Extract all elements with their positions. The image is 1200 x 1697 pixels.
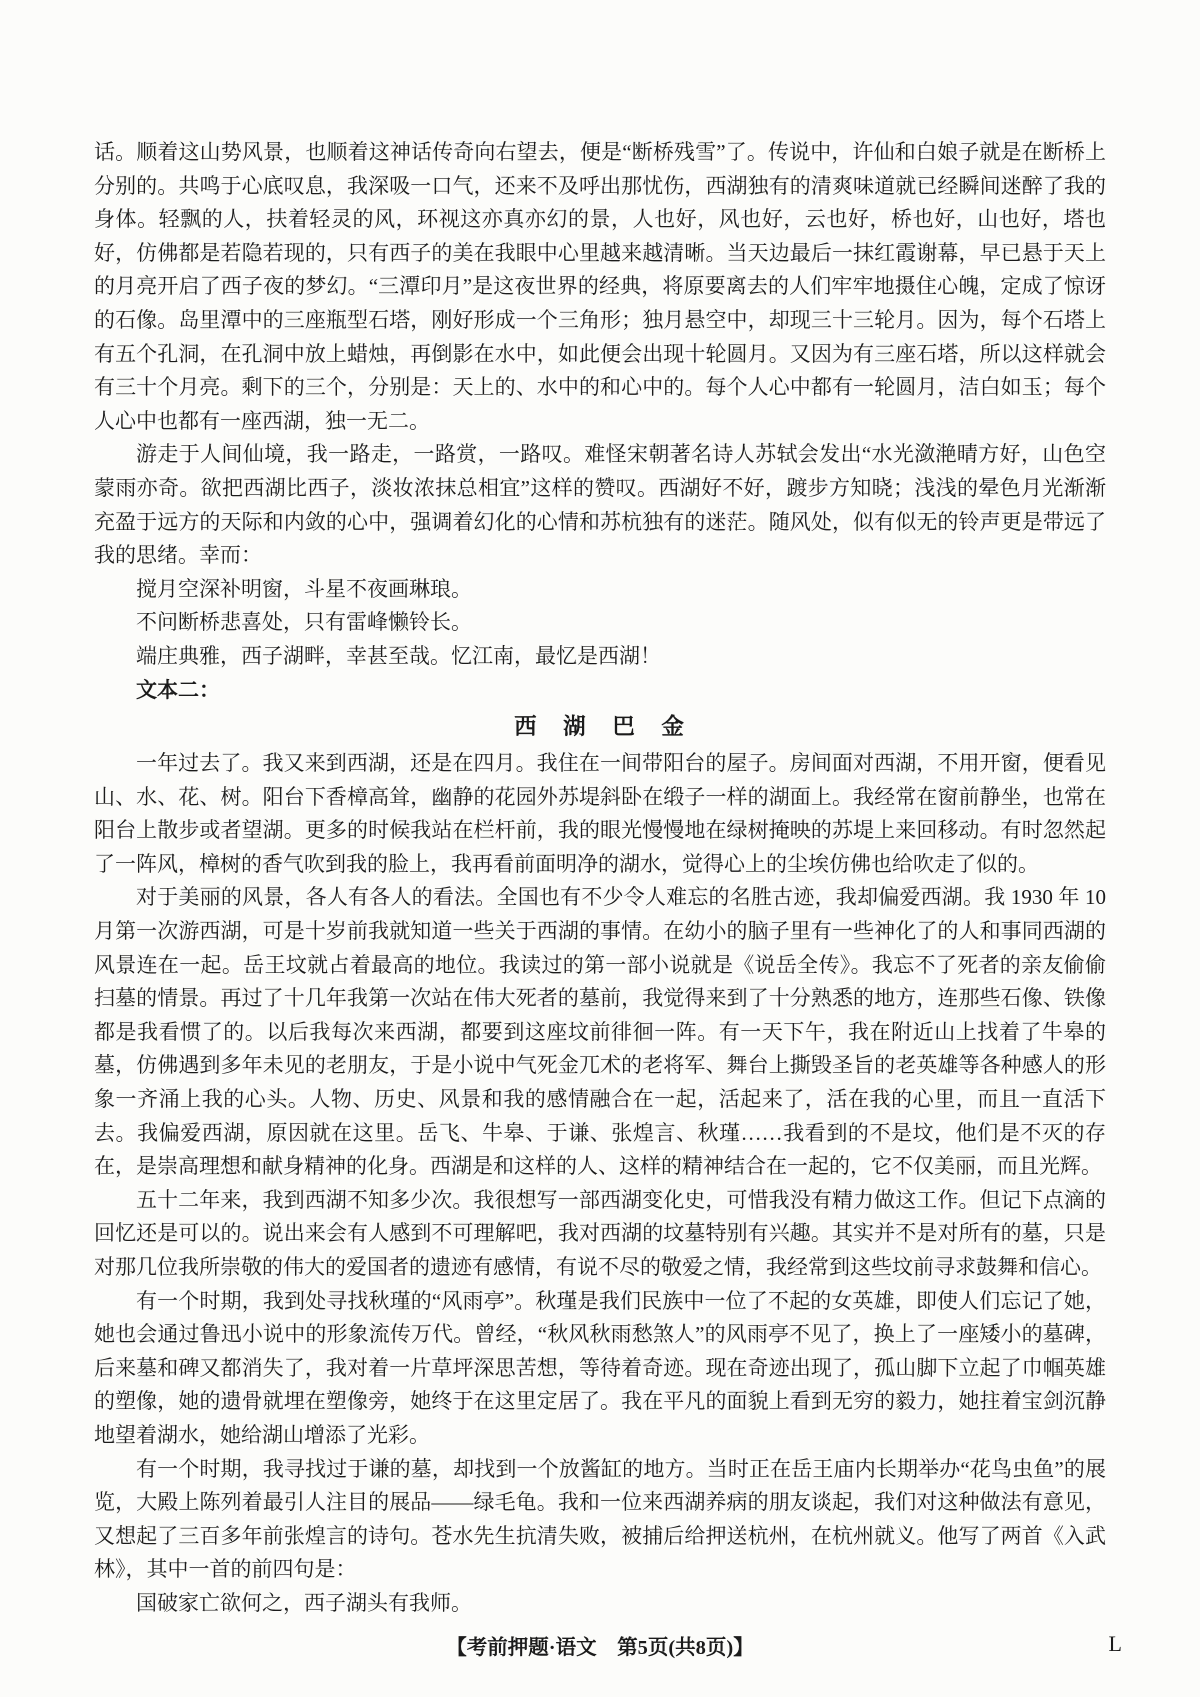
paragraph: 五十二年来，我到西湖不知多少次。我很想写一部西湖变化史，可惜我没有精力做这工作。但记下点滴的回忆还是可以的。说出来会有人感到不可理解吧，我对西湖的坟墓特别有兴趣。其实并不是对所有的墓，只是对那几位我所崇敬的伟大的爱国者的遗迹有感情，有说不尽的敬爱之情，我经常到这些坟前寻求鼓舞和信心。 <box>94 1187 1106 1279</box>
verse-line: 端庄典雅，西子湖畔，幸甚至哉。忆江南，最忆是西湖！ <box>136 643 661 668</box>
section-label: 文本二： <box>136 677 220 702</box>
footer-text: 【考前押题·语文 第5页(共8页)】 <box>446 1637 754 1659</box>
paragraph: 有一个时期，我寻找过于谦的墓，却找到一个放酱缸的地方。当时正在岳王庙内长期举办“花鸟虫鱼”的展览，大殿上陈列着最引人注目的展品——绿毛龟。我和一位来西湖养病的朋友谈起，我们对这种做法有意见，又想起了三百多年前张煌言的诗句。苍水先生抗清失败，被捕后给押送杭州，在杭州就义。他写了两首《入武林》，其中一首的前四句是： <box>94 1456 1106 1582</box>
verse-line: 搅月空深补明窗，斗星不夜画琳琅。 <box>136 576 472 601</box>
page-content <box>94 136 1106 1621</box>
page-marker: L <box>1108 1631 1122 1656</box>
page-footer <box>0 1630 1200 1664</box>
essay-title-line <box>94 708 1106 746</box>
verse-line: 不问断桥悲喜处，只有雷峰懒铃长。 <box>136 610 472 635</box>
paragraph: 一年过去了。我又来到西湖，还是在四月。我住在一间带阳台的屋子。房间面对西湖，不用开窗，便看见山、水、花、树。阳台下香樟高耸，幽静的花园外苏堤斜卧在缎子一样的湖面上。我经常在窗前静坐，也常在阳台上散步或者望湖。更多的时候我站在栏杆前，我的眼光慢慢地在绿树掩映的苏堤上来回移动。有时忽然起了一阵风，樟树的香气吹到我的脸上，我再看前面明净的湖水，觉得心上的尘埃仿佛也给吹走了似的。 <box>94 751 1106 876</box>
essay-author: 巴 金 <box>612 714 686 740</box>
paragraph: 游走于人间仙境，我一路走，一路赏，一路叹。难怪宋朝著名诗人苏轼会发出“水光潋滟晴方好，山色空蒙雨亦奇。欲把西湖比西子，淡妆浓抹总相宜”这样的赞叹。西湖好不好，踱步方知晓；浅浅的晕色月光渐渐充盈于远方的天际和内敛的心中，强调着幻化的心情和苏杭独有的迷茫。随风处，似有似无的铃声更是带远了我的思绪。幸而： <box>94 442 1106 568</box>
essay-title: 西 湖 <box>514 714 588 740</box>
paragraph-continuation: 话。顺着这山势风景，也顺着这神话传奇向右望去，便是“断桥残雪”了。传说中，许仙和白娘子就是在断桥上分别的。共鸣于心底叹息，我深吸一口气，还来不及呼出那忧伤，西湖独有的清爽味道就已经瞬间迷醉了我的身体。轻飘的人，扶着轻灵的风，环视这亦真亦幻的景，人也好，风也好，云也好，桥也好，山也好，塔也好，仿佛都是若隐若现的，只有西子的美在我眼中心里越来越清晰。当天边最后一抹红霞谢幕，早已悬于天上的月亮开启了西子夜的梦幻。“三潭印月”是这夜世界的经典，将原要离去的人们牢牢地摄住心魄，定成了惊讶的石像。岛里潭中的三座瓶型石塔，刚好形成一个三角形；独月悬空中，却现三十三轮月。因为，每个石塔上有五个孔洞，在孔洞中放上蜡烛，再倒影在水中，如此便会出现十轮圆月。又因为有三座石塔，所以这样就会有三十个月亮。剩下的三个，分别是：天上的、水中的和心中的。每个人心中都有一轮圆月，洁白如玉；每个人心中也都有一座西湖，独一无二。 <box>94 140 1106 433</box>
paragraph: 有一个时期，我到处寻找秋瑾的“风雨亭”。秋瑾是我们民族中一位了不起的女英雄，即使人们忘记了她，她也会通过鲁迅小说中的形象流传万代。曾经，“秋风秋雨愁煞人”的风雨亭不见了，换上了一座矮小的墓碑，后来墓和碑又都消失了，我对着一片草坪深思苦想，等待着奇迹。现在奇迹出现了，孤山脚下立起了巾帼英雄的塑像，她的遗骨就埋在塑像旁，她终于在这里定居了。我在平凡的面貌上看到无穷的毅力，她拄着宝剑沉静地望着湖水，她给湖山增添了光彩。 <box>94 1288 1106 1447</box>
paragraph: 对于美丽的风景，各人有各人的看法。全国也有不少令人难忘的名胜古迹，我却偏爱西湖。我 1930 年 10 月第一次游西湖，可是十岁前我就知道一些关于西湖的事情。在幼小的脑子里有一些神化了的人和事同西湖的风景连在一起。岳王坟就占着最高的地位。我读过的第一部小说就是《说岳全传》。我忘不了死者的亲友偷偷扫墓的情景。再过了十几年我第一次站在伟大死者的墓前，我觉得来到了十分熟悉的地方，连那些石像、铁像都是我看惯了的。以后我每次来西湖，都要到这座坟前徘徊一阵。有一天下午，我在附近山上找着了牛皋的墓，仿佛遇到多年未见的老朋友，于是小说中气死金兀术的老将军、舞台上撕毁圣旨的老英雄等各种感人的形象一齐涌上我的心头。人物、历史、风景和我的感情融合在一起，活起来了，活在我的心里，而且一直活下去。我偏爱西湖，原因就在这里。岳飞、牛皋、于谦、张煌言、秋瑾……我看到的不是坟，他们是不灭的存在，是崇高理想和献身精神的化身。西湖是和这样的人、这样的精神结合在一起的，它不仅美丽，而且光辉。 <box>94 885 1106 1179</box>
verse-line: 国破家亡欲何之，西子湖头有我师。 <box>136 1590 472 1615</box>
